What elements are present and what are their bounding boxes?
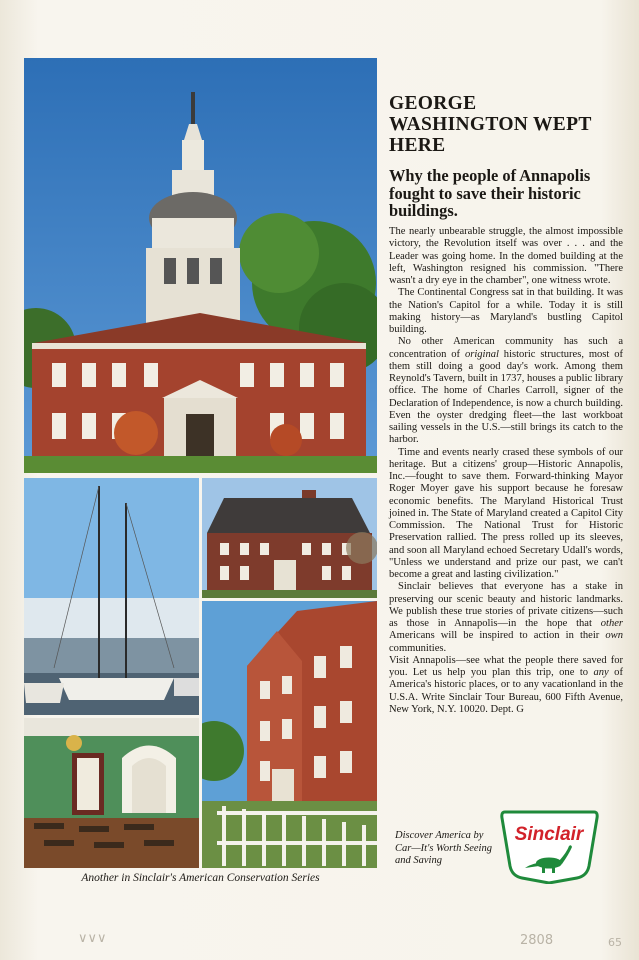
- subheadline: Why the people of Annapolis fought to save their historic buildings.: [389, 166, 591, 220]
- harbor-sailboats-photo: [24, 478, 199, 715]
- body-paragraph: Visit Annapolis—see what the people there saved for you. Let us help you plan this trip, one to any of America's historic places, or to any vacationland in the U.S.A. Write Sinclair Tour Bureau, 600 Fifth Avenue, New York, N.Y. 10020. Dept. G: [389, 654, 623, 715]
- body-copy: [389, 226, 623, 716]
- carroll-house-photo: [202, 601, 377, 868]
- pencil-mark-left: ∨∨∨: [78, 931, 107, 946]
- series-caption: Another in Sinclair's American Conservation Series: [81, 872, 320, 884]
- sinclair-logo: [499, 808, 600, 884]
- body-paragraph: The nearly unbearable struggle, the almost impossible victory, the Revolution itself was over . . . and the Leader was going home. In the domed building at the left, Washington resigned his commission. "There wasn't a dry eye in the chamber", one witness wrote.: [389, 226, 623, 286]
- body-paragraph: No other American community has such a concentration of original historic structures, most of them still doing a good day's work. Among them Reynold's Tavern, built in 1737, houses a public library office. The home of Charles Carroll, signer of the Declaration of Independence, is now a church building. Even the oyster dredging fleet—the last workboat sailing vessels in the U.S.—still brings its catch to the harbor.: [389, 336, 623, 446]
- body-paragraph: Time and events nearly crased these symbols of our heritage. But a citizens' group—Historic Annapolis, Inc.—fought to save them. Forward-thinking Mayor Roger Moyer gave his support because he foresaw economic benefits. The Maryland Historical Trust joined in. The State of Maryland created a Capitol City Commission. The National Trust for Historic Preservation rallied. The press rolled up its sleeves, and soon all Maryland echoed Secretary Udall's words, "Unless we understand and prize our past, we can't become a great and lasting civilization.": [389, 446, 623, 580]
- pencil-mark-number: 2808: [520, 933, 554, 948]
- body-paragraph: The Continental Congress sat in that building. It was the Nation's Capitol for a while. Today it is still making history—as Maryland's bustling Capitol building.: [389, 287, 623, 335]
- discover-america-tagline: Discover America by Car—It's Worth Seeing and Saving: [395, 830, 492, 866]
- reynolds-tavern-photo: [202, 478, 377, 598]
- pencil-mark-corner: 65: [608, 936, 622, 949]
- state-house-photo: [24, 58, 377, 473]
- svg-text:Sinclair: Sinclair: [514, 824, 584, 845]
- headline: GEORGE WASHINGTON WEPT HERE: [389, 93, 592, 156]
- body-paragraph: Sinclair believes that everyone has a stake in preserving our scenic beauty and historic landmarks. We publish these true stories of private citizens—such as those in Annapolis—in the hope that other Americans will be inspired to action in their own communities.: [389, 581, 623, 654]
- church-interior-photo: [24, 718, 199, 868]
